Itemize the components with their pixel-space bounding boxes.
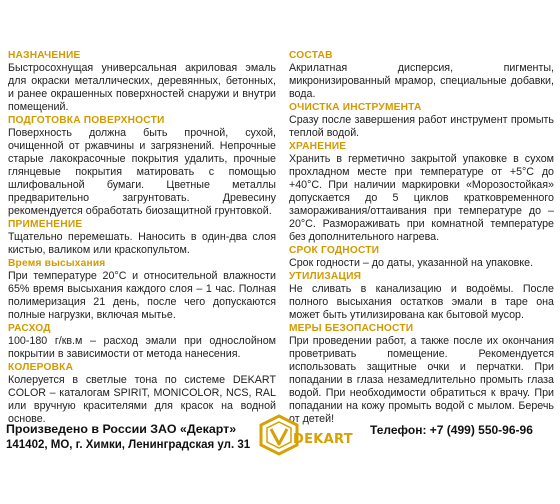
section-title-safety: МЕРЫ БЕЗОПАСНОСТИ bbox=[289, 323, 414, 334]
section-text-drying-time: При температуре 20°С и относительной влажности 65% время высыхания каждого слоя – 1 час. Полная полимеризация 21 день, после чего допускаются полные нагрузки, включая мытье. bbox=[8, 270, 276, 321]
left-column bbox=[8, 50, 276, 427]
section-text-disposal: Не сливать в канализацию и водоёмы. После полного высыхания остатков эмали в таре она может быть утилизирована как бытовой мусор. bbox=[289, 283, 554, 321]
section-title-consumption: РАСХОД bbox=[8, 323, 51, 334]
section-title-storage: ХРАНЕНИЕ bbox=[289, 141, 347, 152]
section-title-tool-cleaning: ОЧИСТКА ИНСТРУМЕНТА bbox=[289, 102, 422, 113]
manufacturer-info bbox=[6, 421, 250, 453]
section-text-composition: Акрилатная дисперсия, пигменты, микронизированный мрамор, специальные добавки, вода. bbox=[289, 62, 554, 100]
phone-number: Телефон: +7 (499) 550-96-96 bbox=[370, 423, 533, 437]
section-title-tinting: КОЛЕРОВКА bbox=[8, 362, 74, 373]
section-title-drying-time: Время высыхания bbox=[8, 258, 106, 269]
section-title-purpose: НАЗНАЧЕНИЕ bbox=[8, 50, 81, 61]
section-text-storage: Хранить в герметично закрытой упаковке в сухом прохладном месте при температуре от +5°С до +40°С. При наличии маркировки «Морозостойкая» допускается до 5 циклов кратковременного замораживания/оттаивания при температуре до – 20°С. Размораживать при комнатной температуре без дополнительного нагрева. bbox=[289, 153, 554, 243]
section-text-safety: При проведении работ, а также после их окончания проветривать помещение. Рекомендуется использовать защитные очки и перчатки. При попадании в глаза незамедлительно промыть глаза водой. При необходимости обратиться к врачу. При попадании на кожу промыть водой с мылом. Беречь от детей! bbox=[289, 335, 554, 425]
right-column bbox=[289, 50, 554, 427]
section-text-tool-cleaning: Сразу после завершения работ инструмент промыть теплой водой. bbox=[289, 114, 554, 139]
address-text: 141402, МО, г. Химки, Ленинградская ул. 31 bbox=[6, 439, 251, 451]
section-text-purpose: Быстросохнущая универсальная акриловая эмаль для окраски металлических, деревянных, бетонных, и ранее окрашенных поверхностей снаружи и внутри помещений. bbox=[8, 62, 276, 113]
section-title-shelf-life: СРОК ГОДНОСТИ bbox=[289, 245, 380, 256]
made-in-text: Произведено в России ЗАО «Декарт» bbox=[6, 422, 237, 436]
section-title-application: ПРИМЕНЕНИЕ bbox=[8, 219, 83, 230]
section-text-shelf-life: Срок годности – до даты, указанной на упаковке. bbox=[289, 257, 534, 269]
section-text-tinting: Колеруется в светлые тона по системе DEKART COLOR – каталогам SPIRIT, MONICOLOR, NCS, RAL или вручную красителями для красок на водной основе. bbox=[8, 374, 276, 425]
logo-wordmark: DEKART bbox=[293, 432, 353, 447]
section-title-composition: СОСТАВ bbox=[289, 50, 333, 61]
section-text-consumption: 100-180 г/кв.м – расход эмали при однослойном покрытии в зависимости от метода нанесения. bbox=[8, 335, 276, 360]
section-title-surface-prep: ПОДГОТОВКА ПОВЕРХНОСТИ bbox=[8, 115, 165, 126]
section-title-disposal: УТИЛИЗАЦИЯ bbox=[289, 271, 362, 282]
section-text-surface-prep: Поверхность должна быть прочной, сухой, очищенной от ржавчины и загрязнений. Непрочные старые лакокрасочные покрытия удалить, прочные глянцевые покрытия матировать с помощью шлифовальной бумаги. Цветные металлы предварительно загрунтовать. Древесину рекомендуется обработать биозащитной грунтовкой. bbox=[8, 127, 276, 217]
section-text-application: Тщательно перемешать. Наносить в один-два слоя кистью, валиком или краскопультом. bbox=[8, 231, 276, 256]
